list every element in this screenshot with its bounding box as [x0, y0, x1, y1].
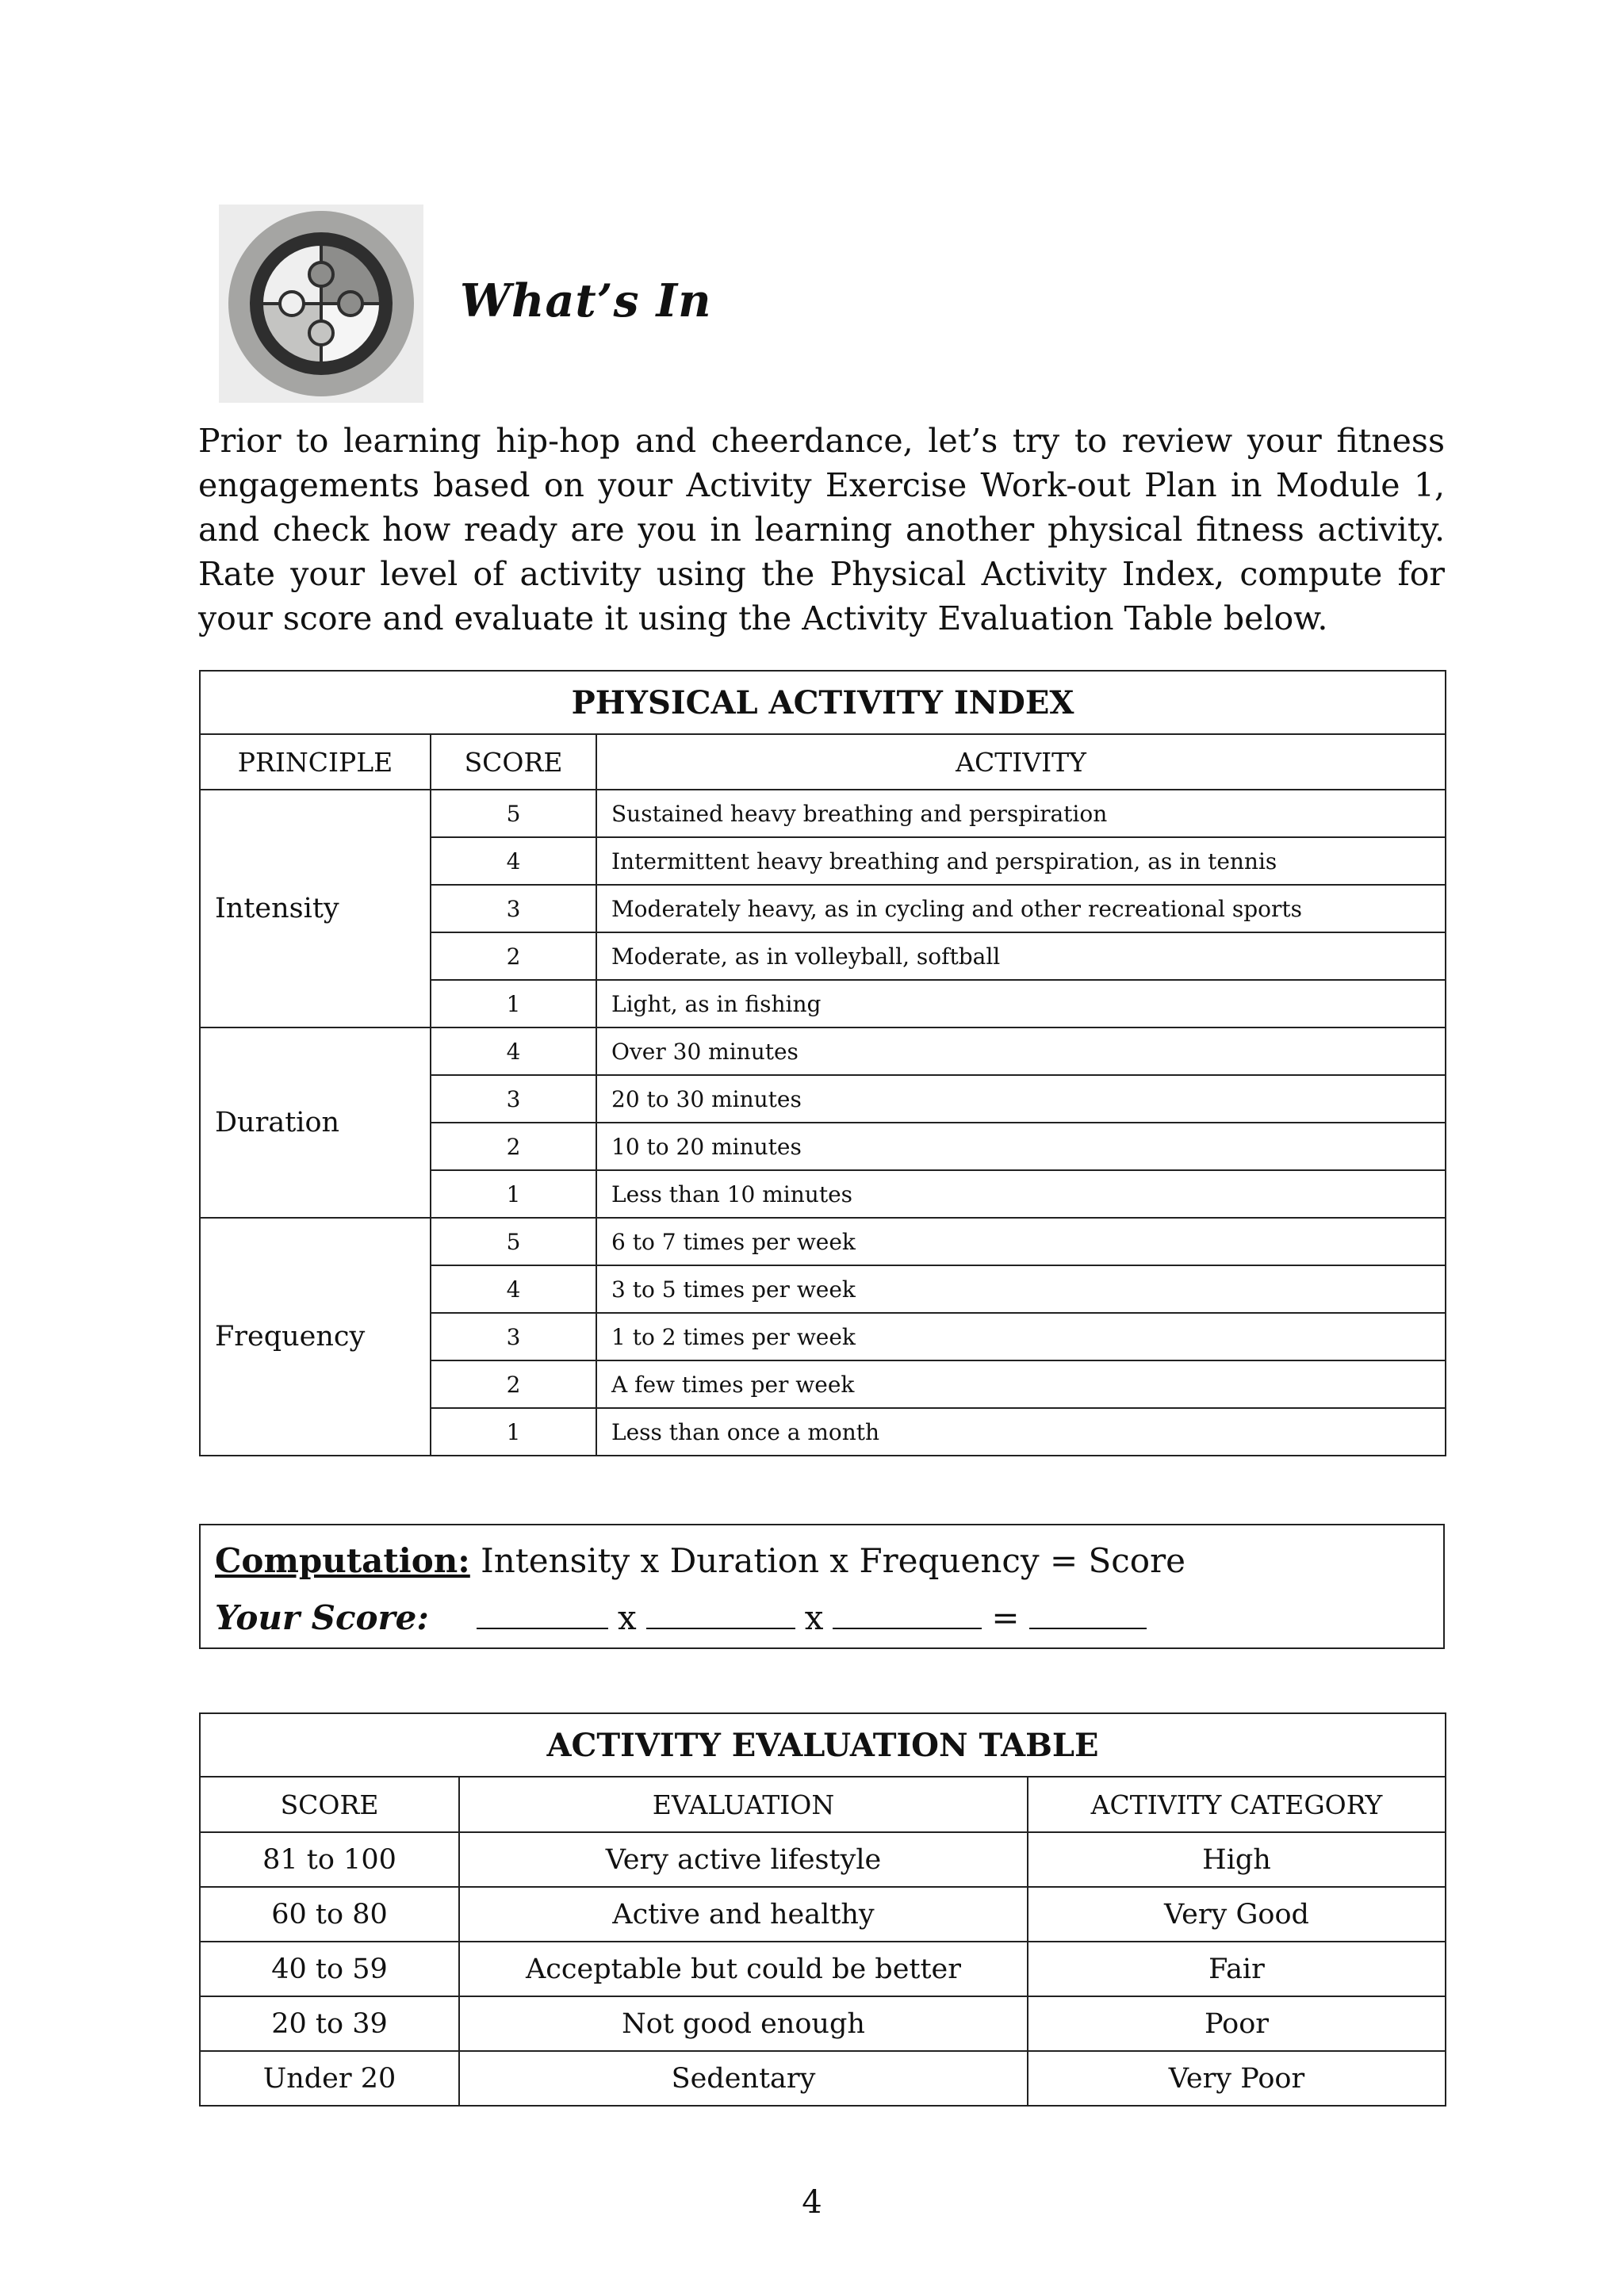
aet-header-evaluation: EVALUATION — [459, 1777, 1028, 1832]
score-cell: 2 — [431, 1360, 596, 1408]
principle-frequency: Frequency — [200, 1218, 431, 1456]
pai-header-activity: ACTIVITY — [596, 734, 1446, 790]
activity-cell: Moderately heavy, as in cycling and other recreational sports — [596, 885, 1446, 932]
evaluation-cell: Acceptable but could be better — [459, 1942, 1028, 1996]
activity-cell: 6 to 7 times per week — [596, 1218, 1446, 1265]
pai-title: PHYSICAL ACTIVITY INDEX — [200, 671, 1446, 734]
computation-formula: Intensity x Duration x Frequency = Score — [481, 1541, 1186, 1580]
equals-sign: = — [991, 1598, 1020, 1637]
activity-cell: Less than 10 minutes — [596, 1170, 1446, 1218]
principle-intensity: Intensity — [200, 790, 431, 1027]
activity-cell: 20 to 30 minutes — [596, 1075, 1446, 1123]
category-cell: Poor — [1028, 1996, 1446, 2051]
activity-cell: Light, as in fishing — [596, 980, 1446, 1027]
principle-duration: Duration — [200, 1027, 431, 1218]
your-score-label: Your Score: — [215, 1598, 429, 1637]
score-range-cell: 81 to 100 — [200, 1832, 459, 1887]
score-range-cell: 60 to 80 — [200, 1887, 459, 1942]
score-cell: 3 — [431, 1313, 596, 1360]
times-sign: x — [618, 1598, 637, 1637]
score-cell: 2 — [431, 1123, 596, 1170]
activity-cell: Over 30 minutes — [596, 1027, 1446, 1075]
pai-header-score: SCORE — [431, 734, 596, 790]
evaluation-cell: Active and healthy — [459, 1887, 1028, 1942]
score-cell: 4 — [431, 1265, 596, 1313]
category-cell: High — [1028, 1832, 1446, 1887]
category-cell: Fair — [1028, 1942, 1446, 1996]
computation-box — [199, 1524, 1445, 1649]
computation-line — [215, 1541, 1185, 1580]
activity-cell: 10 to 20 minutes — [596, 1123, 1446, 1170]
intensity-blank[interactable] — [477, 1599, 608, 1629]
score-range-cell: Under 20 — [200, 2051, 459, 2106]
table-row — [200, 1218, 1446, 1265]
aet-title: ACTIVITY EVALUATION TABLE — [200, 1713, 1446, 1777]
activity-cell: A few times per week — [596, 1360, 1446, 1408]
page-number: 4 — [802, 2184, 822, 2221]
table-row — [200, 1027, 1446, 1075]
aet-header-score: SCORE — [200, 1777, 459, 1832]
score-cell: 3 — [431, 1075, 596, 1123]
score-cell: 2 — [431, 932, 596, 980]
activity-cell: Sustained heavy breathing and perspiration — [596, 790, 1446, 837]
activity-cell: Intermittent heavy breathing and perspiration, as in tennis — [596, 837, 1446, 885]
table-row — [200, 1887, 1446, 1942]
your-score-line — [215, 1598, 1147, 1637]
frequency-blank[interactable] — [833, 1599, 982, 1629]
table-row — [200, 2051, 1446, 2106]
table-row — [200, 1942, 1446, 1996]
duration-blank[interactable] — [646, 1599, 795, 1629]
score-cell: 4 — [431, 1027, 596, 1075]
aet-header-category: ACTIVITY CATEGORY — [1028, 1777, 1446, 1832]
score-range-cell: 40 to 59 — [200, 1942, 459, 1996]
activity-cell: Less than once a month — [596, 1408, 1446, 1456]
evaluation-cell: Sedentary — [459, 2051, 1028, 2106]
activity-cell: 1 to 2 times per week — [596, 1313, 1446, 1360]
category-cell: Very Poor — [1028, 2051, 1446, 2106]
evaluation-cell: Very active lifestyle — [459, 1832, 1028, 1887]
physical-activity-index-table — [199, 670, 1446, 1456]
score-range-cell: 20 to 39 — [200, 1996, 459, 2051]
intro-paragraph: Prior to learning hip-hop and cheerdance, let’s try to review your fitness engagements based on your Activity Exercise Work-out Plan in Module 1, and check how ready are you in learning another physical fitness activity. Rate your level of activity using the Physical Activity Index, compute for your score and evaluate it using the Activity Evaluation Table below. — [198, 422, 1445, 637]
table-row — [200, 1996, 1446, 2051]
score-cell: 1 — [431, 980, 596, 1027]
score-cell: 1 — [431, 1170, 596, 1218]
evaluation-cell: Not good enough — [459, 1996, 1028, 2051]
score-cell: 3 — [431, 885, 596, 932]
activity-cell: Moderate, as in volleyball, softball — [596, 932, 1446, 980]
section-header — [219, 205, 1329, 403]
puzzle-icon — [219, 205, 423, 403]
computation-label: Computation: — [215, 1541, 470, 1580]
activity-cell: 3 to 5 times per week — [596, 1265, 1446, 1313]
times-sign: x — [804, 1598, 824, 1637]
pai-header-principle: PRINCIPLE — [200, 734, 431, 790]
score-cell: 5 — [431, 790, 596, 837]
score-blank[interactable] — [1029, 1599, 1147, 1629]
table-row — [200, 1832, 1446, 1887]
score-cell: 4 — [431, 837, 596, 885]
section-title: What’s In — [460, 274, 712, 327]
table-row — [200, 790, 1446, 837]
category-cell: Very Good — [1028, 1887, 1446, 1942]
activity-evaluation-table — [199, 1712, 1446, 2107]
score-cell: 1 — [431, 1408, 596, 1456]
score-cell: 5 — [431, 1218, 596, 1265]
